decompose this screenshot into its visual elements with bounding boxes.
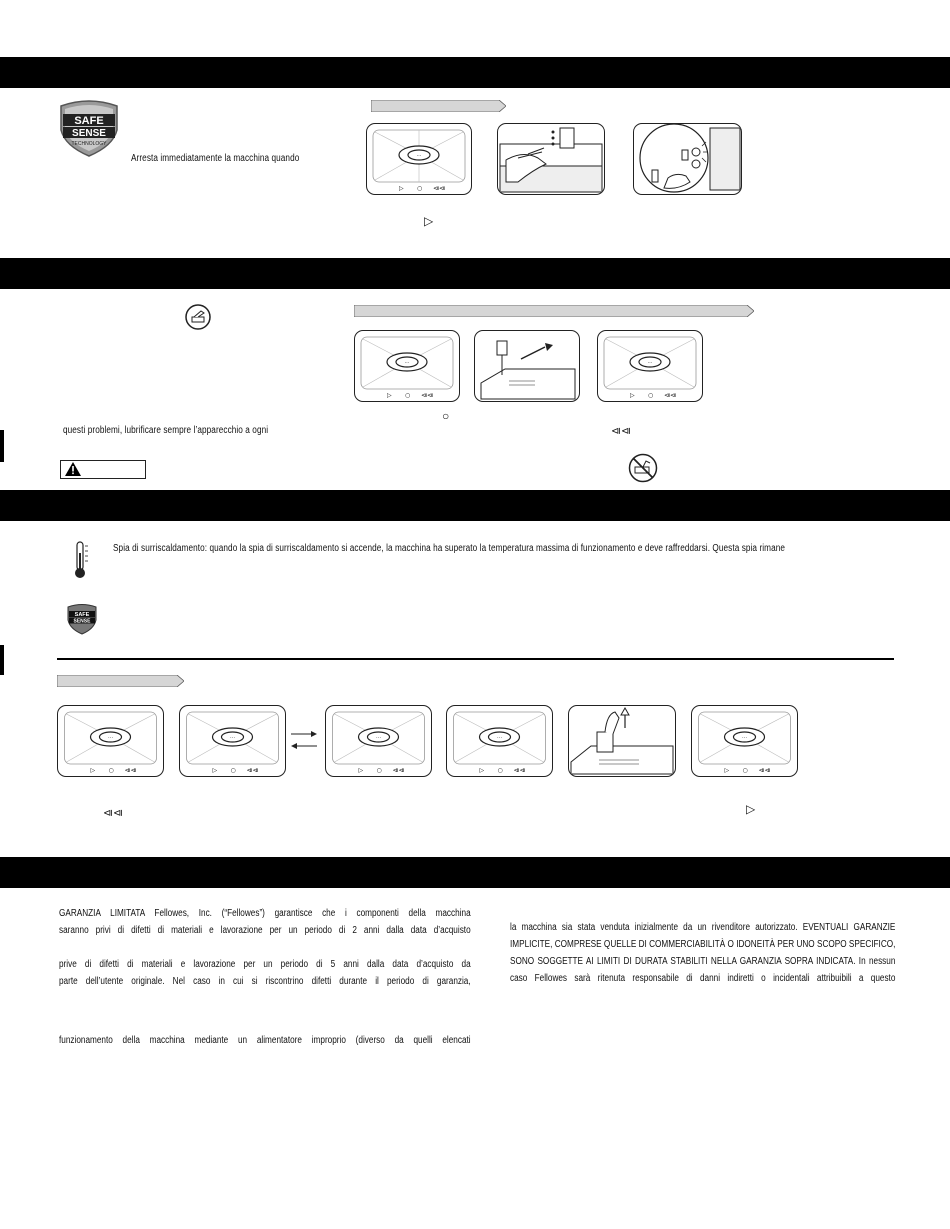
oiling-shredder-illustration: [474, 330, 580, 402]
svg-text:⧏⧏: ⧏⧏: [124, 767, 137, 774]
warranty-right-line: la macchina sia stata venduta inizialmente da un rivenditore autorizzato. EVENTUALI GARANZIE: [510, 922, 896, 933]
svg-text:○: ○: [648, 392, 654, 399]
svg-text:···: ···: [416, 153, 422, 159]
svg-text:▷: ▷: [479, 767, 485, 774]
thermometer-icon: [71, 541, 91, 579]
warranty-left-line: GARANZIA LIMITATA Fellowes, Inc. (“Fellowes”) garantisce che i componenti della macchina: [59, 908, 471, 919]
warranty-right-line: SONO SOGGETTE AI LIMITI DI DURATA STABILITI NELLA GARANZIA SOPRA INDICATA. In nessun: [510, 956, 896, 967]
side-mark: [0, 645, 4, 675]
side-mark: [0, 430, 4, 462]
reverse-symbol: ⧏⧏: [611, 426, 631, 437]
warranty-left-line: parte dell’utente originale. Nel caso in cui si riscontrino difetti durante il periodo di garanzia,: [59, 976, 471, 987]
warranty-gap: [59, 939, 471, 956]
svg-text:▷: ▷: [90, 767, 96, 774]
svg-text:···: ···: [230, 735, 235, 741]
divider-line: [57, 658, 894, 660]
svg-text:⧏⧏: ⧏⧏: [664, 392, 676, 399]
control-panel-illustration: [57, 705, 164, 777]
svg-text:○: ○: [230, 767, 236, 774]
svg-text:⧏⧏: ⧏⧏: [513, 767, 526, 774]
warranty-left-line: prive di difetti di materiali e lavorazione per un periodo di 5 anni dalla data d’acquisto da: [59, 959, 471, 970]
svg-text:▷: ▷: [387, 392, 392, 399]
warranty-left-column: [59, 905, 471, 1049]
safesense-logo: [55, 98, 123, 158]
play-symbol: ▷: [424, 214, 434, 228]
small-logo-text-sense: SENSE: [73, 618, 91, 625]
svg-text:⧏⧏: ⧏⧏: [246, 767, 259, 774]
svg-text:▷: ▷: [358, 767, 364, 774]
svg-text:○: ○: [417, 185, 423, 192]
warranty-left-line: funzionamento della macchina mediante un alimentatore improprio (diverso da quelli elencati: [59, 1035, 471, 1046]
warranty-gap: [59, 990, 471, 1024]
svg-text:⧏⧏: ⧏⧏: [421, 392, 433, 399]
svg-text:○: ○: [376, 767, 382, 774]
control-panel-illustration: [446, 705, 553, 777]
warranty-right-column: [510, 919, 895, 987]
section-header-bar-1: [0, 57, 950, 88]
power-button-closeup-illustration: [633, 123, 742, 195]
svg-text:○: ○: [108, 767, 114, 774]
section-header-bar-3: [0, 490, 950, 521]
warning-triangle-icon: [65, 462, 81, 476]
circle-symbol: ○: [442, 409, 450, 423]
overheat-text: Spia di surriscaldamento: quando la spia di surriscaldamento si accende, la macchina ha superato la temperatura massima di funzionamento e deve raffreddarsi. Questa spia rimane: [113, 543, 786, 554]
oil-icon: [185, 304, 211, 330]
svg-text:···: ···: [404, 360, 410, 366]
bidirectional-arrows-icon: [289, 728, 319, 752]
logo-text-technology: TECHNOLOGY: [71, 141, 107, 147]
step-arrow-bar: [57, 675, 184, 687]
svg-text:▷: ▷: [399, 185, 404, 192]
svg-text:○: ○: [405, 392, 411, 399]
svg-text:▷: ▷: [630, 392, 635, 399]
step-arrow-bar: [371, 100, 506, 112]
control-panel-illustration: [366, 123, 472, 195]
svg-text:⧏⧏: ⧏⧏: [392, 767, 405, 774]
control-panel-illustration: [179, 705, 286, 777]
warning-box: [60, 460, 146, 479]
svg-text:···: ···: [497, 735, 502, 741]
section-header-bar-2: [0, 258, 950, 289]
control-panel-illustration: [691, 705, 798, 777]
safesense-small-icon: [65, 603, 99, 635]
small-logo-text-safe: SAFE: [74, 612, 90, 618]
warranty-right-line: IMPLICITE, COMPRESE QUELLE DI COMMERCIABILITÀ O IDONEITÀ PER UNO SCOPO SPECIFICO,: [510, 939, 896, 950]
svg-text:▷: ▷: [724, 767, 730, 774]
section1-text: Arresta immediatamente la macchina quando: [131, 153, 300, 164]
paper-removal-illustration: [568, 705, 676, 777]
logo-text-safe: SAFE: [74, 115, 104, 127]
svg-text:⧏⧏: ⧏⧏: [433, 185, 445, 192]
svg-text:···: ···: [742, 735, 747, 741]
hand-inserting-paper-illustration: [497, 123, 605, 195]
step-arrow-bar: [354, 305, 754, 317]
control-panel-illustration: [354, 330, 460, 402]
play-symbol: ▷: [746, 802, 756, 816]
svg-text:···: ···: [376, 735, 381, 741]
warranty-right-line: caso Fellowes sarà ritenuta responsabile di danni indiretti o incidentali attribuibili a questo: [510, 973, 896, 984]
svg-text:···: ···: [647, 360, 653, 366]
logo-text-sense: SENSE: [72, 128, 106, 139]
warranty-left-line: saranno privi di difetti di materiali e lavorazione per un periodo di 2 anni dalla data d’acquisto: [59, 925, 471, 936]
section2-text: questi problemi, lubrificare sempre l’apparecchio a ogni: [63, 425, 269, 436]
svg-text:○: ○: [742, 767, 748, 774]
section-header-bar-4: [0, 857, 950, 888]
svg-text:⧏⧏: ⧏⧏: [758, 767, 771, 774]
svg-text:▷: ▷: [212, 767, 218, 774]
reverse-symbol: ⧏⧏: [103, 808, 123, 819]
no-aerosol-icon: [628, 453, 658, 483]
svg-text:○: ○: [497, 767, 503, 774]
svg-text:···: ···: [108, 735, 113, 741]
control-panel-illustration: [597, 330, 703, 402]
control-panel-illustration: [325, 705, 432, 777]
